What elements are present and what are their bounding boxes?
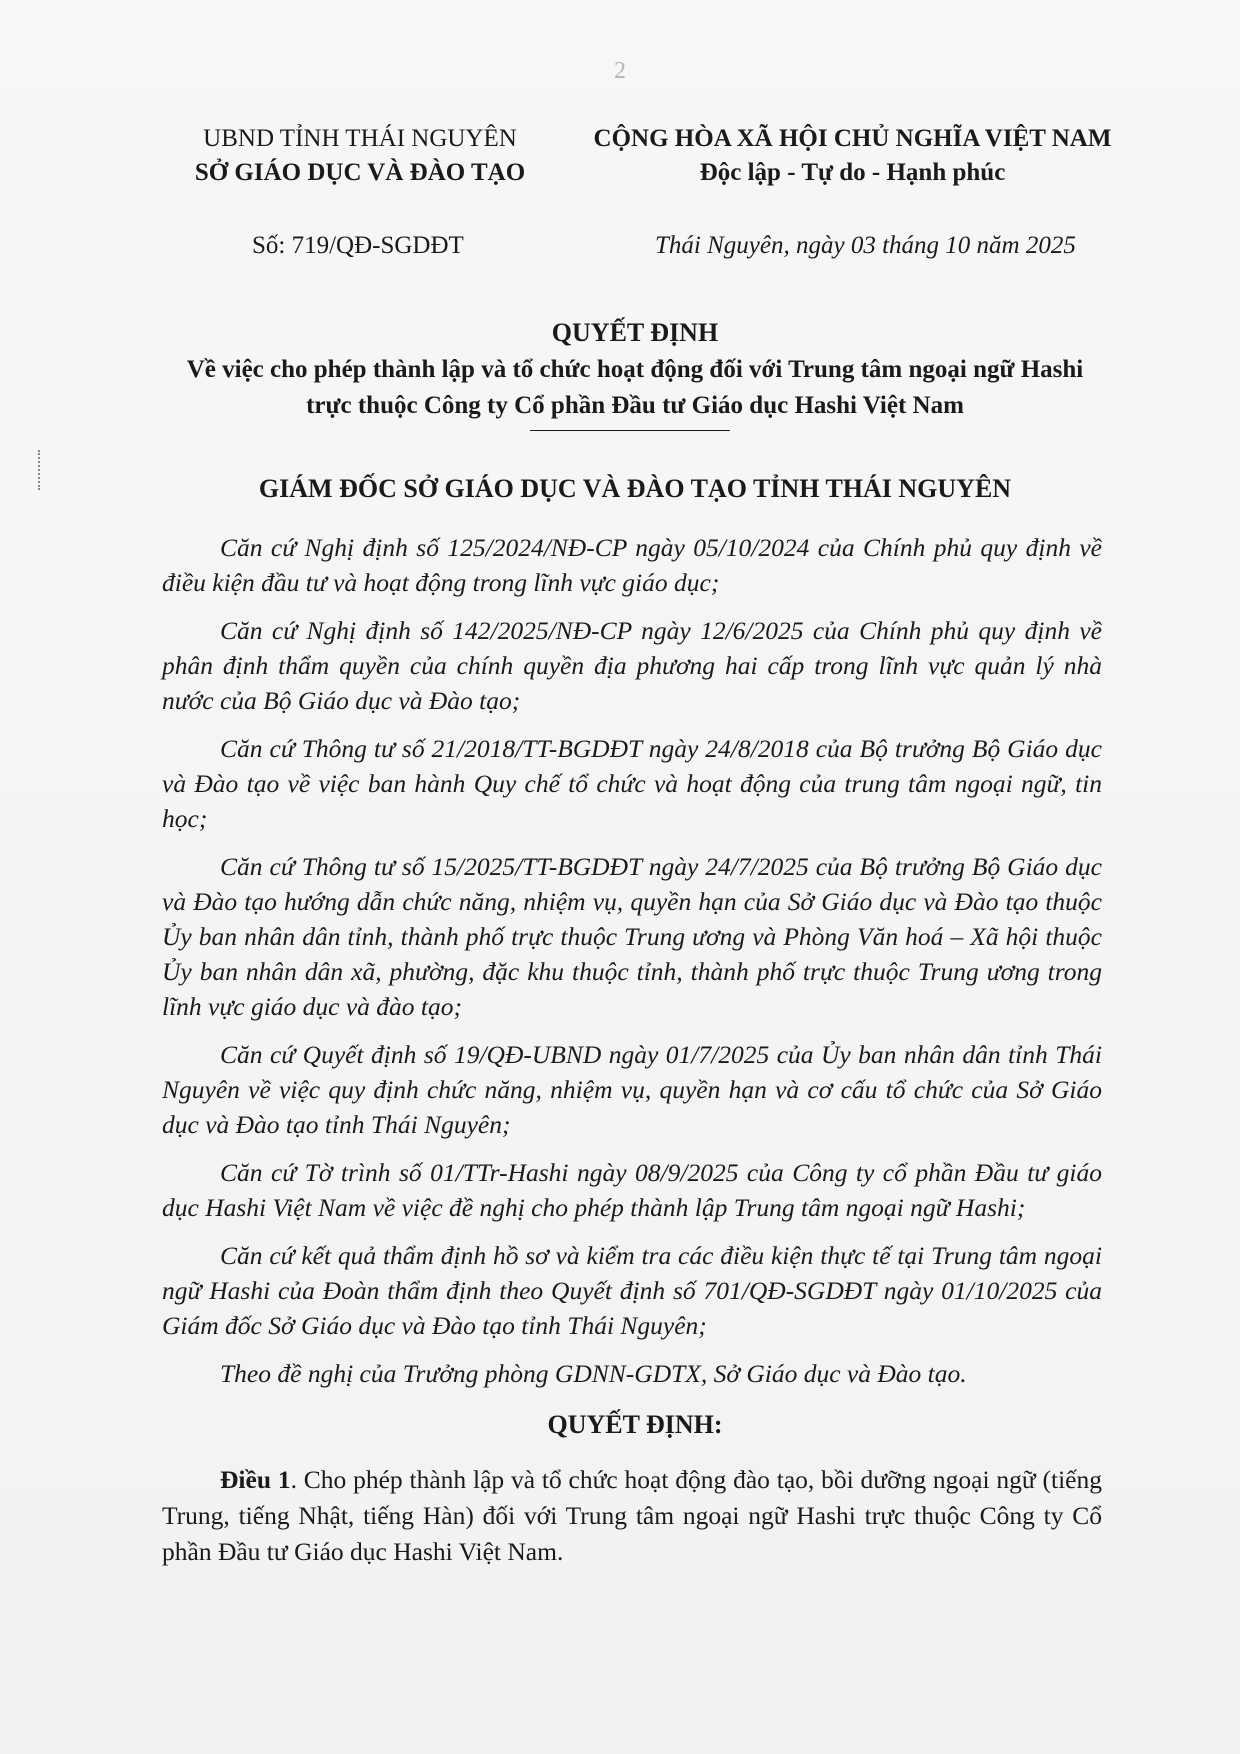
agency-line2: SỞ GIÁO DỤC VÀ ĐÀO TẠO (194, 159, 526, 186)
document-title: QUYẾT ĐỊNH (551, 318, 719, 347)
agency-line1: UBND TỈNH THÁI NGUYÊN (203, 125, 517, 152)
scan-edge-mark (38, 450, 43, 490)
issuing-authority: GIÁM ĐỐC SỞ GIÁO DỤC VÀ ĐÀO TẠO TỈNH THÁI NGUYÊN (258, 474, 1012, 503)
decision-heading: QUYẾT ĐỊNH: (547, 1410, 723, 1439)
legal-basis-item: Căn cứ Tờ trình số 01/TTr-Hashi ngày 08/9/2025 của Công ty cổ phần Đầu tư giáo dục Hashi Việt Nam về việc đề nghị cho phép thành lập Trung tâm ngoại ngữ Hashi; (162, 1158, 1102, 1222)
legal-basis-item: Căn cứ Nghị định số 125/2024/NĐ-CP ngày 05/10/2024 của Chính phủ quy định về điều kiện đầu tư và hoạt động trong lĩnh vực giáo dục; (162, 533, 1102, 597)
agency-header (150, 122, 570, 190)
motto-line1: CỘNG HÒA XÃ HỘI CHỦ NGHĨA VIỆT NAM (593, 125, 1112, 152)
legal-basis-item: Căn cứ Thông tư số 15/2025/TT-BGDĐT ngày 24/7/2025 của Bộ trưởng Bộ Giáo dục và Đào tạo hướng dẫn chức năng, nhiệm vụ, quyền hạn của Sở Giáo dục và Đào tạo thuộc Ủy ban nhân dân tỉnh, thành phố trực thuộc Trung ương và Phòng Văn hoá – Xã hội thuộc Ủy ban nhân dân xã, phường, đặc khu thuộc tỉnh, thành phố trực thuộc Trung ương trong lĩnh vực giáo dục và đào tạo; (162, 852, 1102, 1021)
article-1-label: Điều 1 (220, 1465, 291, 1494)
legal-basis-item: Căn cứ Nghị định số 142/2025/NĐ-CP ngày 12/6/2025 của Chính phủ quy định về phân định thẩm quyền của chính quyền địa phương hai cấp trong lĩnh vực quản lý nhà nước của Bộ Giáo dục và Đào tạo; (162, 616, 1102, 715)
article-1-text: . Cho phép thành lập và tổ chức hoạt động đào tạo, bồi dưỡng ngoại ngữ (tiếng Trung, tiếng Nhật, tiếng Hàn) đối với Trung tâm ngoại ngữ Hashi trực thuộc Công ty Cổ phần Đầu tư Giáo dục Hashi Việt Nam. (162, 1465, 1102, 1566)
subtitle-divider (530, 430, 730, 431)
legal-basis-item: Theo đề nghị của Trưởng phòng GDNN-GDTX, Sở Giáo dục và Đào tạo. (220, 1359, 967, 1388)
legal-bases (162, 530, 1102, 1404)
national-motto-header (580, 122, 1125, 190)
subtitle-line2: trực thuộc Công ty Cổ phần Đầu tư Giáo dục Hashi Việt Nam (306, 392, 964, 419)
page-number: 2 (614, 58, 626, 84)
document-number: Số: 719/QĐ-SGDĐT (252, 232, 464, 259)
place-date: Thái Nguyên, ngày 03 tháng 10 năm 2025 (655, 232, 1076, 259)
legal-basis-item: Căn cứ kết quả thẩm định hồ sơ và kiểm tra các điều kiện thực tế tại Trung tâm ngoại ngữ Hashi của Đoàn thẩm định theo Quyết định số 701/QĐ-SGDĐT ngày 01/10/2025 của Giám đốc Sở Giáo dục và Đào tạo tỉnh Thái Nguyên; (162, 1241, 1102, 1340)
legal-basis-item: Căn cứ Thông tư số 21/2018/TT-BGDĐT ngày 24/8/2018 của Bộ trưởng Bộ Giáo dục và Đào tạo về việc ban hành Quy chế tổ chức và hoạt động của trung tâm ngoại ngữ, tin học; (162, 734, 1102, 833)
legal-basis-item: Căn cứ Quyết định số 19/QĐ-UBND ngày 01/7/2025 của Ủy ban nhân dân tỉnh Thái Nguyên về việc quy định chức năng, nhiệm vụ, quyền hạn và cơ cấu tổ chức của Sở Giáo dục và Đào tạo tỉnh Thái Nguyên; (162, 1040, 1102, 1139)
document-subtitle (150, 352, 1120, 424)
subtitle-line1: Về việc cho phép thành lập và tổ chức hoạt động đối với Trung tâm ngoại ngữ Hashi (186, 356, 1084, 383)
article-1 (162, 1462, 1102, 1570)
motto-line2: Độc lập - Tự do - Hạnh phúc (699, 159, 1006, 186)
